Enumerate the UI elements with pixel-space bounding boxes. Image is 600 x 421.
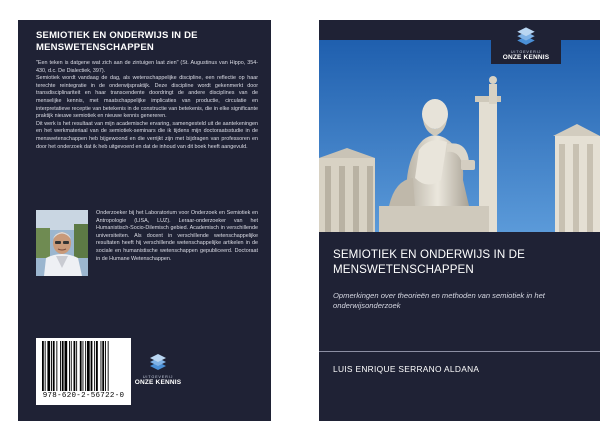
barcode-bar xyxy=(105,341,106,391)
barcode-bar xyxy=(69,341,70,391)
blurb-paragraph: Dit werk is het resultaat van mijn academische ervaring, samengesteld uit de aantekeningen en het werkmateriaal van de semiotiek-seminars die ik tijdens mijn doctoraatsstudie in de menswetenschappen heb bijgewoond en die verrijkt zijn met bijdragen van professoren en door het onderzoek dat ik heb uitgevoerd en dat de inhoud van dit boek heeft aangevuld. xyxy=(36,120,258,150)
isbn-barcode xyxy=(36,338,131,405)
divider xyxy=(319,351,600,352)
front-cover xyxy=(319,20,600,421)
barcode-bar xyxy=(101,341,102,391)
barcode-bar xyxy=(108,341,109,391)
barcode-bar xyxy=(47,341,50,391)
barcode-bar xyxy=(74,341,76,391)
isbn-number: 978-620-2-56722-0 xyxy=(42,392,125,400)
barcode-bar xyxy=(71,341,72,391)
barcode-bar xyxy=(56,341,57,391)
blurb-paragraph: Semiotiek wordt vandaag de dag, als wetenschappelijke discipline, een reflectie op haar terechte reintegratie in de onderwijspraktijk. Deze discipline wordt gekenmerkt door transdisciplinariteit en haar transcendente doordringt de andere disciplines van de menselijke kennis, met maatschappelijke implicaties van productie, circulatie en interpretatieve receptie van betekenis in de constructie van betekenis, die in elke significante praktijk nieuwe semiotiek en nieuwe kennis genereren. xyxy=(36,75,258,120)
publisher-line-2: ONZE KENNIS xyxy=(134,379,182,386)
barcode-bar xyxy=(62,341,64,391)
author-portrait-photo xyxy=(36,210,88,276)
stacked-books-logo-icon xyxy=(514,25,538,45)
front-publisher-logo xyxy=(491,20,561,64)
publisher-line-1: UITGEVERIJ xyxy=(142,375,174,379)
publisher-line-1: UITGEVERIJ xyxy=(510,50,542,54)
barcode-bar xyxy=(80,341,82,391)
barcode-bar xyxy=(96,341,98,391)
back-cover-blurb xyxy=(36,60,258,151)
stacked-books-logo-icon xyxy=(147,352,169,370)
back-publisher-logo xyxy=(128,352,188,386)
barcode-bar xyxy=(85,341,86,391)
barcode-bar xyxy=(87,341,90,391)
barcode-bar xyxy=(65,341,68,391)
blurb-quote: "Een teken is datgene wat zich aan de zintuigen laat zien" (St. Augustinus van Hippo, 354-430, d.c. De Dialectiek, 397). xyxy=(36,60,258,74)
barcode-bar xyxy=(60,341,61,391)
barcode-bar xyxy=(91,341,93,391)
barcode-bar xyxy=(102,341,104,391)
barcode-bar xyxy=(45,341,46,391)
publisher-line-2: ONZE KENNIS xyxy=(502,54,550,61)
barcode-bar xyxy=(51,341,52,391)
front-cover-author: LUIS ENRIQUE SERRANO ALDANA xyxy=(333,364,480,374)
front-cover-title: SEMIOTIEK EN ONDERWIJS IN DE MENSWETENSCHAPPEN xyxy=(333,248,525,276)
barcode-bars xyxy=(40,341,127,391)
barcode-bar xyxy=(53,341,55,391)
back-cover xyxy=(18,20,271,421)
back-cover-title: SEMIOTIEK EN ONDERWIJS IN DE MENSWETENSCHAPPEN xyxy=(36,30,198,53)
front-cover-subtitle: Opmerkingen over theorieën en methoden van semiotiek in het onderwijsonderzoek xyxy=(333,291,545,310)
barcode-bar xyxy=(76,341,77,391)
plato-statue-photo xyxy=(319,40,600,232)
barcode-bar xyxy=(83,341,84,391)
author-bio: Onderzoeker bij het Laboratorium voor Onderzoek en Semiotiek en Antropologie (LISA, LUZ). Leraar-onderzoeker van het Humanistisch-Socio-Dilemisch gebied. Academisch in verschillende universiteiten. Als docent in verschillende wetenschappelijke resultaten heeft hij verschillende wetenschappelijke artikelen in de sociale en humanistische wetenschappen gepubliceerd. Doctoraat in de Humane Wetenschappen. xyxy=(96,210,258,262)
barcode-bar xyxy=(94,341,95,391)
author-photo xyxy=(36,210,88,276)
cover-photo-statue xyxy=(319,40,600,232)
barcode-bar xyxy=(42,341,44,391)
